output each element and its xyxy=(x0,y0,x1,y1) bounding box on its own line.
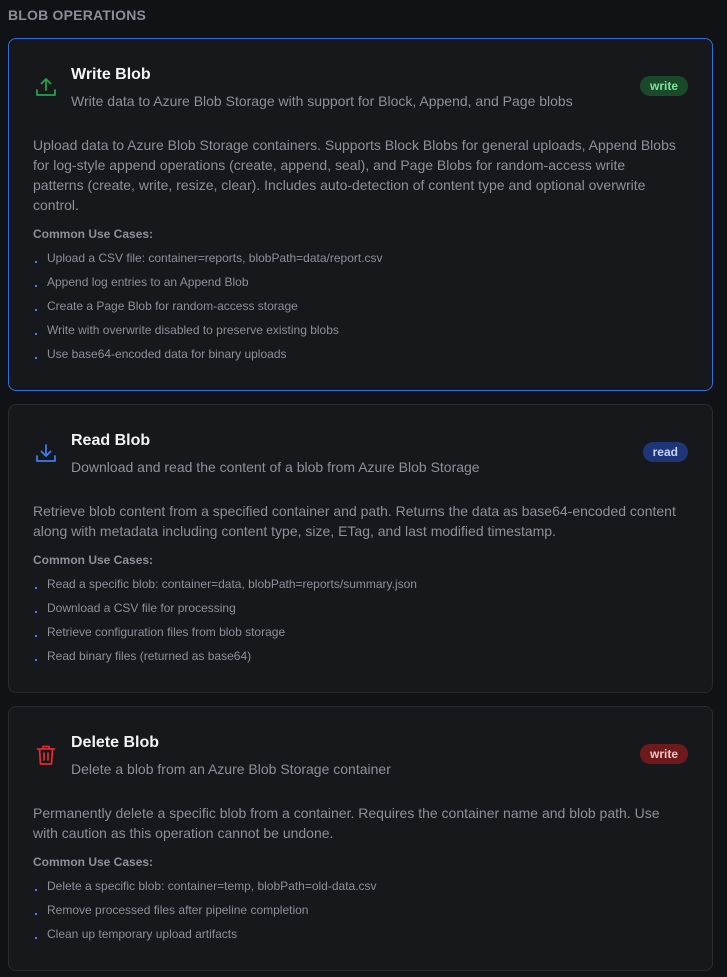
use-case-item: Create a Page Blob for random-access storage xyxy=(33,294,688,318)
operation-description: Upload data to Azure Blob Storage containers. Supports Block Blobs for general uploads, Append Blobs for log-style append operations (create, append, seal), and Page Blobs for random-access write patterns (create, write, resize, clear). Includes auto-detection of content type and optional overwrite control. xyxy=(33,137,676,213)
use-case-item: Clean up temporary upload artifacts xyxy=(33,922,688,946)
use-case-item: Read binary files (returned as base64) xyxy=(33,644,688,668)
use-cases-title: Common Use Cases: xyxy=(33,553,154,567)
use-cases-list xyxy=(33,572,688,668)
use-case-item: Delete a specific blob: container=temp, blobPath=old-data.csv xyxy=(33,874,688,898)
operation-subtitle: Delete a blob from an Azure Blob Storage container xyxy=(71,761,391,777)
use-case-item: Write with overwrite disabled to preserve existing blobs xyxy=(33,318,688,342)
use-cases-list xyxy=(33,874,688,946)
use-case-item: Retrieve configuration files from blob storage xyxy=(33,620,688,644)
trash-icon xyxy=(35,744,57,766)
use-cases-list xyxy=(33,246,688,366)
operation-card-write-blob[interactable] xyxy=(8,38,713,391)
operation-title: Delete Blob xyxy=(71,734,160,751)
use-case-item: Download a CSV file for processing xyxy=(33,596,688,620)
access-badge: write xyxy=(640,76,688,96)
use-cases-title: Common Use Cases: xyxy=(33,227,154,241)
use-case-item: Upload a CSV file: container=reports, blobPath=data/report.csv xyxy=(33,246,688,270)
use-case-item: Remove processed files after pipeline completion xyxy=(33,898,688,922)
operation-subtitle: Download and read the content of a blob from Azure Blob Storage xyxy=(71,459,480,475)
upload-icon xyxy=(35,76,57,98)
operation-card-delete-blob[interactable] xyxy=(8,706,713,971)
use-case-item: Use base64-encoded data for binary uploads xyxy=(33,342,688,366)
use-case-item: Read a specific blob: container=data, blobPath=reports/summary.json xyxy=(33,572,688,596)
operation-description: Retrieve blob content from a specified container and path. Returns the data as base64-encoded content along with metadata including content type, size, ETag, and last modified timestamp. xyxy=(33,503,676,539)
use-cases-title: Common Use Cases: xyxy=(33,855,154,869)
operation-subtitle: Write data to Azure Blob Storage with support for Block, Append, and Page blobs xyxy=(71,93,573,109)
access-badge: read xyxy=(643,442,688,462)
operation-card-read-blob[interactable] xyxy=(8,404,713,693)
section-title: BLOB OPERATIONS xyxy=(8,7,147,23)
download-icon xyxy=(35,442,57,464)
operation-description: Permanently delete a specific blob from a container. Requires the container name and blob path. Use with caution as this operation cannot be undone. xyxy=(33,805,660,841)
use-case-item: Append log entries to an Append Blob xyxy=(33,270,688,294)
operation-title: Read Blob xyxy=(71,432,151,449)
operation-title: Write Blob xyxy=(71,66,151,83)
access-badge: write xyxy=(640,744,688,764)
